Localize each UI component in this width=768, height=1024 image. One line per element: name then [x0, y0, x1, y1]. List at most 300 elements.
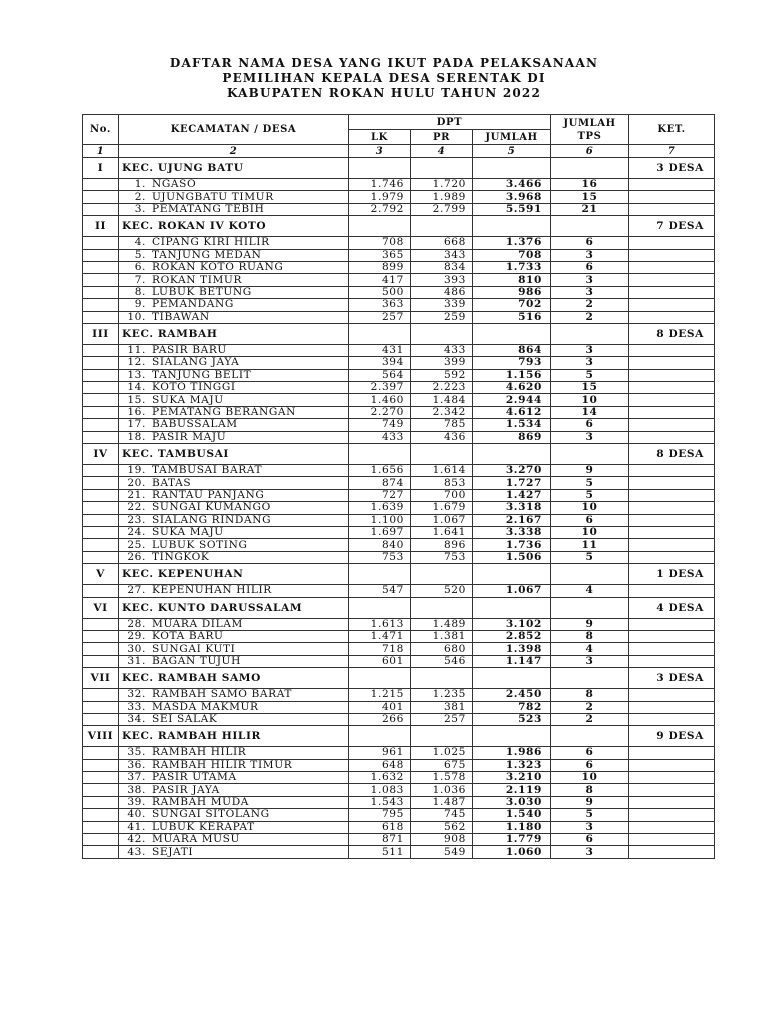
- header-pr: PR: [411, 130, 473, 145]
- empty-cell: [83, 286, 119, 298]
- dpt-pr: 753: [411, 551, 473, 563]
- kecamatan-ket: 8 DESA: [629, 323, 715, 344]
- ket-cell: [629, 191, 715, 203]
- desa-name: [119, 655, 349, 667]
- dpt-jumlah: 516: [473, 311, 551, 323]
- desa-name: [119, 286, 349, 298]
- ket-cell: [629, 261, 715, 273]
- desa-label: PEMATANG TEBIH: [152, 203, 265, 215]
- dpt-jumlah: 1.779: [473, 834, 551, 846]
- jumlah-tps: 9: [551, 465, 629, 477]
- dpt-lk: 899: [349, 261, 411, 273]
- desa-name: [119, 249, 349, 261]
- empty-cell: [83, 834, 119, 846]
- desa-number: 2.: [134, 190, 146, 203]
- kecamatan-name: KEC. TAMBUSAI: [119, 444, 349, 465]
- desa-name: [119, 179, 349, 191]
- desa-label: ROKAN TIMUR: [152, 273, 243, 286]
- kecamatan-row: [83, 668, 715, 689]
- desa-number: 24.: [127, 526, 146, 539]
- dpt-pr: 1.025: [411, 747, 473, 759]
- desa-number: 20.: [127, 476, 146, 489]
- column-number-row: [83, 145, 715, 158]
- desa-number: 32.: [127, 688, 146, 701]
- desa-name: [119, 747, 349, 759]
- table-row: [83, 382, 715, 394]
- ket-cell: [629, 618, 715, 630]
- dpt-jumlah: 3.338: [473, 526, 551, 538]
- dpt-pr: 1.484: [411, 394, 473, 406]
- dpt-pr: 433: [411, 344, 473, 356]
- empty-cell: [83, 502, 119, 514]
- desa-label: TINGKOK: [152, 551, 210, 563]
- desa-number: 8.: [134, 286, 146, 298]
- dpt-pr: 1.067: [411, 514, 473, 526]
- jumlah-tps: 11: [551, 539, 629, 551]
- ket-cell: [629, 237, 715, 249]
- empty-cell: [83, 203, 119, 215]
- desa-number: 5.: [134, 249, 146, 261]
- empty-cell: [349, 216, 411, 237]
- dpt-lk: 1.639: [349, 502, 411, 514]
- ket-cell: [629, 465, 715, 477]
- dpt-jumlah: 3.102: [473, 618, 551, 630]
- dpt-pr: 1.641: [411, 526, 473, 538]
- table-row: [83, 286, 715, 298]
- empty-cell: [551, 158, 629, 179]
- jumlah-tps: 3: [551, 431, 629, 443]
- desa-number: 39.: [127, 796, 146, 809]
- dpt-jumlah: 782: [473, 701, 551, 713]
- desa-name: [119, 191, 349, 203]
- table-row: [83, 759, 715, 771]
- desa-name: [119, 701, 349, 713]
- table-row: [83, 539, 715, 551]
- dpt-pr: 853: [411, 477, 473, 489]
- dpt-jumlah: 1.067: [473, 585, 551, 597]
- table-row: [83, 489, 715, 501]
- desa-number: 30.: [127, 642, 146, 655]
- table-row: [83, 394, 715, 406]
- desa-number: 28.: [127, 618, 146, 630]
- ket-cell: [629, 299, 715, 311]
- desa-number: 14.: [127, 381, 146, 394]
- desa-label: LUBUK SOTING: [152, 538, 248, 551]
- desa-number: 16.: [127, 406, 146, 419]
- kecamatan-number: I: [83, 158, 119, 179]
- dpt-pr: 1.489: [411, 618, 473, 630]
- jumlah-tps: 5: [551, 551, 629, 563]
- empty-cell: [551, 597, 629, 618]
- ket-cell: [629, 772, 715, 784]
- empty-cell: [83, 299, 119, 311]
- desa-name: [119, 237, 349, 249]
- desa-name: [119, 514, 349, 526]
- ket-cell: [629, 382, 715, 394]
- desa-label: TANJUNG MEDAN: [152, 249, 262, 261]
- dpt-lk: 2.270: [349, 406, 411, 418]
- desa-label: PASIR BARU: [152, 344, 227, 357]
- jumlah-tps: 5: [551, 369, 629, 381]
- desa-name: [119, 261, 349, 273]
- desa-name: [119, 784, 349, 796]
- jumlah-tps: 3: [551, 344, 629, 356]
- jumlah-tps: 10: [551, 394, 629, 406]
- desa-label: RANTAU PANJANG: [152, 489, 265, 501]
- table-row: [83, 311, 715, 323]
- kecamatan-number: IV: [83, 444, 119, 465]
- dpt-lk: 417: [349, 274, 411, 286]
- col-number: 5: [473, 145, 551, 158]
- jumlah-tps: 10: [551, 502, 629, 514]
- jumlah-tps: 6: [551, 419, 629, 431]
- empty-cell: [83, 539, 119, 551]
- desa-name: [119, 713, 349, 725]
- table-row: [83, 846, 715, 858]
- empty-cell: [83, 689, 119, 701]
- kecamatan-row: [83, 158, 715, 179]
- kecamatan-number: II: [83, 216, 119, 237]
- desa-number: 19.: [127, 464, 146, 477]
- desa-name: [119, 630, 349, 642]
- dpt-lk: 840: [349, 539, 411, 551]
- empty-cell: [83, 526, 119, 538]
- dpt-pr: 1.679: [411, 502, 473, 514]
- jumlah-tps: 4: [551, 585, 629, 597]
- dpt-pr: 1.036: [411, 784, 473, 796]
- dpt-lk: 500: [349, 286, 411, 298]
- desa-name: [119, 344, 349, 356]
- table-row: [83, 502, 715, 514]
- desa-name: [119, 502, 349, 514]
- desa-label: BATAS: [152, 476, 192, 489]
- document-title: [0, 56, 768, 101]
- header-lk: LK: [349, 130, 411, 145]
- desa-label: KOTA BARU: [152, 630, 224, 643]
- desa-label: MUARA MUSU: [152, 833, 241, 846]
- empty-cell: [349, 668, 411, 689]
- header-jumlah: JUMLAH: [473, 130, 551, 145]
- table-row: [83, 747, 715, 759]
- desa-name: [119, 526, 349, 538]
- dpt-pr: 562: [411, 821, 473, 833]
- dpt-lk: 1.632: [349, 772, 411, 784]
- col-number: 7: [629, 145, 715, 158]
- jumlah-tps: 3: [551, 357, 629, 369]
- table-row: [83, 249, 715, 261]
- desa-number: 29.: [127, 630, 146, 643]
- ket-cell: [629, 643, 715, 655]
- kecamatan-name: KEC. KUNTO DARUSSALAM: [119, 597, 349, 618]
- dpt-lk: 1.746: [349, 179, 411, 191]
- desa-number: 4.: [134, 236, 146, 249]
- table-row: [83, 191, 715, 203]
- dpt-pr: 668: [411, 237, 473, 249]
- dpt-jumlah: 3.968: [473, 191, 551, 203]
- dpt-lk: 871: [349, 834, 411, 846]
- empty-cell: [83, 784, 119, 796]
- dpt-jumlah: 869: [473, 431, 551, 443]
- dpt-jumlah: 1.180: [473, 821, 551, 833]
- dpt-jumlah: 3.030: [473, 796, 551, 808]
- empty-cell: [411, 668, 473, 689]
- ket-cell: [629, 406, 715, 418]
- kecamatan-ket: 9 DESA: [629, 726, 715, 747]
- empty-cell: [473, 216, 551, 237]
- empty-cell: [83, 489, 119, 501]
- desa-label: PASIR MAJU: [152, 431, 227, 443]
- empty-cell: [349, 597, 411, 618]
- ket-cell: [629, 431, 715, 443]
- desa-number: 23.: [127, 514, 146, 526]
- dpt-pr: 1.487: [411, 796, 473, 808]
- jumlah-tps: 6: [551, 747, 629, 759]
- table-row: [83, 261, 715, 273]
- table-row: [83, 585, 715, 597]
- kecamatan-name: KEC. RAMBAH HILIR: [119, 726, 349, 747]
- dpt-pr: 486: [411, 286, 473, 298]
- empty-cell: [551, 323, 629, 344]
- desa-number: 43.: [127, 845, 146, 858]
- empty-cell: [411, 564, 473, 585]
- dpt-pr: 1.614: [411, 465, 473, 477]
- table-body: [83, 158, 715, 859]
- empty-cell: [83, 431, 119, 443]
- jumlah-tps: 8: [551, 784, 629, 796]
- ket-cell: [629, 809, 715, 821]
- desa-number: 9.: [134, 298, 146, 311]
- header-ket: KET.: [629, 115, 715, 145]
- empty-cell: [83, 747, 119, 759]
- desa-label: SIALANG RINDANG: [152, 514, 272, 526]
- dpt-jumlah: 1.398: [473, 643, 551, 655]
- dpt-pr: 339: [411, 299, 473, 311]
- kecamatan-number: VIII: [83, 726, 119, 747]
- dpt-pr: 546: [411, 655, 473, 667]
- dpt-lk: 394: [349, 357, 411, 369]
- empty-cell: [83, 274, 119, 286]
- jumlah-tps: 6: [551, 514, 629, 526]
- dpt-pr: 675: [411, 759, 473, 771]
- dpt-lk: 648: [349, 759, 411, 771]
- kecamatan-name: KEC. UJUNG BATU: [119, 158, 349, 179]
- desa-label: PASIR JAYA: [152, 783, 220, 796]
- desa-label: RAMBAH MUDA: [152, 796, 250, 809]
- empty-cell: [411, 597, 473, 618]
- dpt-pr: 2.342: [411, 406, 473, 418]
- desa-number: 27.: [127, 584, 146, 597]
- dpt-pr: 2.799: [411, 203, 473, 215]
- dpt-pr: 1.578: [411, 772, 473, 784]
- header-kecamatan: KECAMATAN / DESA: [119, 115, 349, 145]
- desa-label: BABUSSALAM: [152, 418, 238, 431]
- kecamatan-number: VII: [83, 668, 119, 689]
- dpt-jumlah: 1.147: [473, 655, 551, 667]
- desa-number: 31.: [127, 655, 146, 667]
- desa-label: LUBUK KERAPAT: [152, 821, 255, 833]
- desa-label: SUKA MAJU: [152, 526, 224, 539]
- empty-cell: [83, 809, 119, 821]
- table-row: [83, 357, 715, 369]
- dpt-jumlah: 793: [473, 357, 551, 369]
- ket-cell: [629, 357, 715, 369]
- dpt-lk: 564: [349, 369, 411, 381]
- dpt-pr: 745: [411, 809, 473, 821]
- dpt-jumlah: 1.540: [473, 809, 551, 821]
- ket-cell: [629, 759, 715, 771]
- empty-cell: [83, 369, 119, 381]
- desa-label: SUNGAI KUTI: [152, 642, 236, 655]
- desa-label: UJUNGBATU TIMUR: [152, 190, 274, 203]
- ket-cell: [629, 655, 715, 667]
- ket-cell: [629, 784, 715, 796]
- empty-cell: [551, 216, 629, 237]
- desa-number: 35.: [127, 746, 146, 759]
- dpt-jumlah: 3.210: [473, 772, 551, 784]
- empty-cell: [83, 394, 119, 406]
- dpt-lk: 1.100: [349, 514, 411, 526]
- dpt-jumlah: 1.427: [473, 489, 551, 501]
- empty-cell: [83, 514, 119, 526]
- desa-number: 25.: [127, 538, 146, 551]
- desa-label: RAMBAH HILIR TIMUR: [152, 759, 293, 771]
- empty-cell: [83, 701, 119, 713]
- desa-label: LUBUK BETUNG: [152, 286, 252, 298]
- jumlah-tps: 14: [551, 406, 629, 418]
- empty-cell: [83, 713, 119, 725]
- dpt-jumlah: 1.986: [473, 747, 551, 759]
- dpt-pr: 785: [411, 419, 473, 431]
- empty-cell: [83, 406, 119, 418]
- dpt-lk: 1.697: [349, 526, 411, 538]
- desa-number: 12.: [127, 356, 146, 369]
- desa-name: [119, 551, 349, 563]
- dpt-jumlah: 702: [473, 299, 551, 311]
- jumlah-tps: 10: [551, 526, 629, 538]
- desa-name: [119, 274, 349, 286]
- jumlah-tps: 5: [551, 477, 629, 489]
- jumlah-tps: 2: [551, 311, 629, 323]
- empty-cell: [83, 419, 119, 431]
- col-number: 4: [411, 145, 473, 158]
- desa-label: MASDA MAKMUR: [152, 701, 259, 713]
- desa-label: KOTO TINGGI: [152, 381, 236, 394]
- empty-cell: [83, 179, 119, 191]
- dpt-pr: 1.989: [411, 191, 473, 203]
- header-jumlah-tps: JUMLAH TPS: [551, 115, 629, 145]
- dpt-lk: 749: [349, 419, 411, 431]
- ket-cell: [629, 747, 715, 759]
- desa-label: TIBAWAN: [152, 311, 210, 323]
- table-row: [83, 203, 715, 215]
- dpt-lk: 547: [349, 585, 411, 597]
- dpt-lk: 874: [349, 477, 411, 489]
- kecamatan-row: [83, 444, 715, 465]
- empty-cell: [473, 668, 551, 689]
- jumlah-tps: 3: [551, 821, 629, 833]
- table-row: [83, 630, 715, 642]
- dpt-pr: 520: [411, 585, 473, 597]
- empty-cell: [83, 585, 119, 597]
- header-dpt: DPT: [349, 115, 551, 130]
- empty-cell: [411, 158, 473, 179]
- dpt-lk: 257: [349, 311, 411, 323]
- dpt-jumlah: 2.944: [473, 394, 551, 406]
- jumlah-tps: 15: [551, 191, 629, 203]
- table-row: [83, 655, 715, 667]
- dpt-lk: 511: [349, 846, 411, 858]
- desa-number: 6.: [134, 261, 146, 274]
- desa-number: 21.: [127, 489, 146, 501]
- desa-name: [119, 369, 349, 381]
- table-row: [83, 784, 715, 796]
- dpt-jumlah: 3.466: [473, 179, 551, 191]
- empty-cell: [473, 597, 551, 618]
- ket-cell: [629, 713, 715, 725]
- kecamatan-name: KEC. RAMBAH: [119, 323, 349, 344]
- empty-cell: [83, 237, 119, 249]
- dpt-pr: 834: [411, 261, 473, 273]
- kecamatan-row: [83, 597, 715, 618]
- ket-cell: [629, 834, 715, 846]
- kecamatan-number: V: [83, 564, 119, 585]
- dpt-jumlah: 1.323: [473, 759, 551, 771]
- desa-name: [119, 585, 349, 597]
- dpt-pr: 1.381: [411, 630, 473, 642]
- dpt-pr: 1.235: [411, 689, 473, 701]
- dpt-pr: 257: [411, 713, 473, 725]
- desa-label: KEPENUHAN HILIR: [152, 584, 272, 597]
- dpt-lk: 961: [349, 747, 411, 759]
- jumlah-tps: 10: [551, 772, 629, 784]
- dpt-lk: 1.656: [349, 465, 411, 477]
- table-row: [83, 796, 715, 808]
- ket-cell: [629, 689, 715, 701]
- desa-name: [119, 846, 349, 858]
- desa-label: SUNGAI KUMANGO: [152, 501, 271, 514]
- jumlah-tps: 9: [551, 618, 629, 630]
- desa-name: [119, 643, 349, 655]
- dpt-pr: 343: [411, 249, 473, 261]
- empty-cell: [83, 759, 119, 771]
- empty-cell: [83, 655, 119, 667]
- desa-number: 1.: [134, 178, 146, 191]
- desa-name: [119, 539, 349, 551]
- desa-number: 26.: [127, 551, 146, 563]
- table-row: [83, 465, 715, 477]
- dpt-lk: 433: [349, 431, 411, 443]
- table-row: [83, 772, 715, 784]
- dpt-jumlah: 4.612: [473, 406, 551, 418]
- dpt-jumlah: 2.119: [473, 784, 551, 796]
- empty-cell: [83, 643, 119, 655]
- dpt-pr: 2.223: [411, 382, 473, 394]
- dpt-jumlah: 2.167: [473, 514, 551, 526]
- kecamatan-row: [83, 726, 715, 747]
- desa-label: SEJATI: [152, 845, 194, 858]
- kecamatan-ket: 1 DESA: [629, 564, 715, 585]
- dpt-jumlah: 864: [473, 344, 551, 356]
- ket-cell: [629, 249, 715, 261]
- table-row: [83, 821, 715, 833]
- col-number: 3: [349, 145, 411, 158]
- empty-cell: [83, 796, 119, 808]
- desa-name: [119, 809, 349, 821]
- desa-label: PEMANDANG: [152, 298, 234, 311]
- ket-cell: [629, 489, 715, 501]
- kecamatan-name: KEC. ROKAN IV KOTO: [119, 216, 349, 237]
- empty-cell: [551, 564, 629, 585]
